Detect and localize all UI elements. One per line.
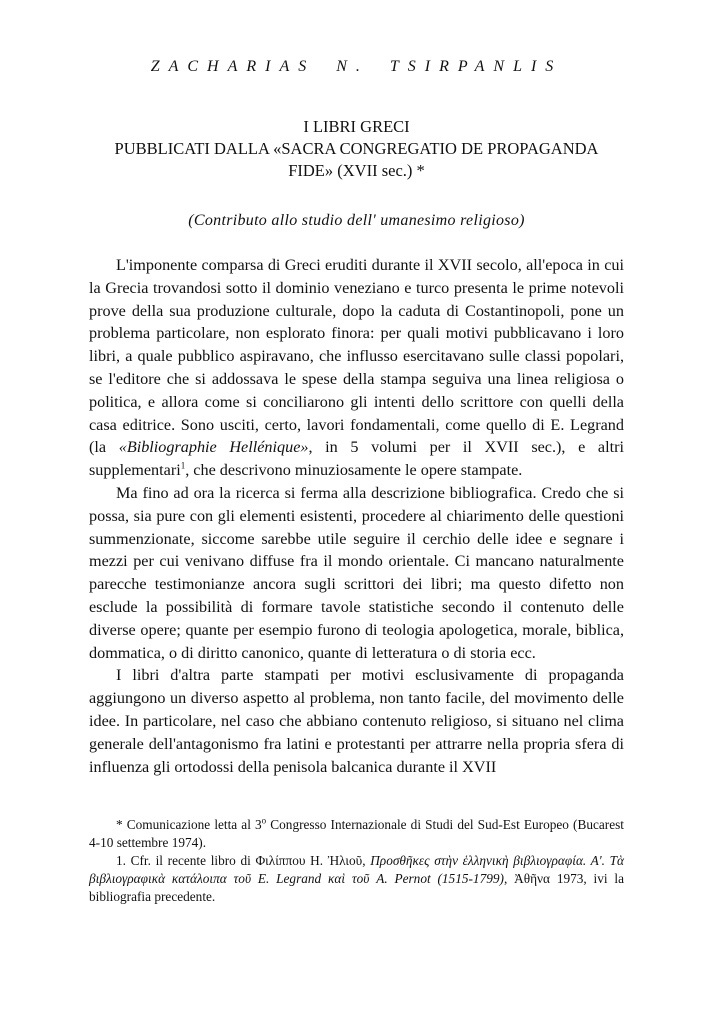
- paragraph-1-text-b: , in 5 volumi per il XVII sec.), e altri supplementari: [89, 438, 624, 480]
- footnotes: [89, 816, 624, 906]
- footnote-1-text-a: 1. Cfr. il recente libro di Φιλίππου Η. Ἠλιοῦ,: [116, 853, 371, 869]
- ordinal-superscript: o: [261, 815, 267, 826]
- paragraph-2: Ma fino ad ora la ricerca si ferma alla descrizione bibliografica. Credo che si possa, sia pure con gli elementi esistenti, procedere al chiarimento delle questioni summenzionate, siccome sarebbe utile seguire il cerchio delle idee e segnare i mezzi per cui venivano diffuse fra il mondo orientale. Ci mancano naturalmente parecche testimonianze ancora sugli scrittori dei libri; ma questo difetto non esclude la possibilità di formare tavole statistiche secondo il contenuto delle diverse opere; quante per esempio furono di teologia apologetica, morale, biblica, dommatica, o di diritto canonico, quante di letteratura o di storia ecc.: [89, 483, 624, 662]
- bibliographie-title: «Bibliographie Hellénique»: [118, 438, 309, 457]
- article-page: [89, 58, 624, 906]
- footnote-ref-1[interactable]: 1: [180, 460, 186, 471]
- footnote-1-text-b: , Ἀθῆνα 1973, ivi la bibliografia precedente.: [89, 871, 625, 905]
- article-subtitle: (Contributo allo studio dell' umanesimo religioso): [188, 212, 525, 229]
- title-line-1: I LIBRI GRECI: [303, 117, 410, 136]
- title-line-3: FIDE» (XVII sec.) *: [288, 161, 425, 180]
- author-name: ZACHARIAS N. TSIRPANLIS: [150, 58, 563, 75]
- footnote-star-text-a: * Comunicazione letta al 3: [116, 817, 262, 833]
- paragraph-1-text-a: L'imponente comparsa di Greci eruditi durante il XVII secolo, all'epoca in cui la Grecia trovandosi sotto il dominio veneziano e turco presenta le prime notevoli prove della sua produzione culturale, dopo la caduta di Costantinopoli, pone un problema particolare, non esplorato finora: per quali motivi pubblicavano i loro libri, a quale pubblico aspiravano, che influsso esercitavano sulle classi popolari, se l'editore che si addossava le spese della stampa seguiva una linea religiosa o politica, e allora come si conciliarono gli intenti dello scrittore con quelli della casa editrice. Sono usciti, certo, lavori fondamentali, come quello di E. Legrand (la: [89, 256, 624, 457]
- article-body: [89, 254, 624, 778]
- article-title: [89, 116, 624, 182]
- title-line-2: PUBBLICATI DALLA «SACRA CONGREGATIO DE PROPAGANDA: [114, 139, 599, 158]
- footnote-star-text-b: Congresso Internazionale di Studi del Sud-Est Europeo (Bucarest 4-10 settembre 1974).: [89, 817, 624, 851]
- footnote-1: [89, 852, 624, 906]
- footnote-star: [89, 816, 624, 852]
- paragraph-1-text-c: , che descrivono minuziosamente le opere stampate.: [185, 461, 523, 480]
- footnote-1-book-title: Προσθῆκες στὴν ἑλληνικὴ βιβλιογραφία. Α'. Τὰ βιβλιογραφικὰ κατάλοιπα τοῦ E. Legrand καὶ τοῦ A. Pernot (1515-1799): [89, 853, 624, 887]
- paragraph-3: I libri d'altra parte stampati per motivi esclusivamente di propaganda aggiungono un diverso aspetto al problema, non tanto facile, del movimento delle idee. In particolare, nel caso che abbiano contenuto religioso, si situano nel clima generale dell'antagonismo fra latini e protestanti per attrarre nella propria sfera di influenza gli ortodossi della penisola balcanica durante il XVII: [89, 666, 624, 776]
- paragraph-1: [89, 254, 624, 482]
